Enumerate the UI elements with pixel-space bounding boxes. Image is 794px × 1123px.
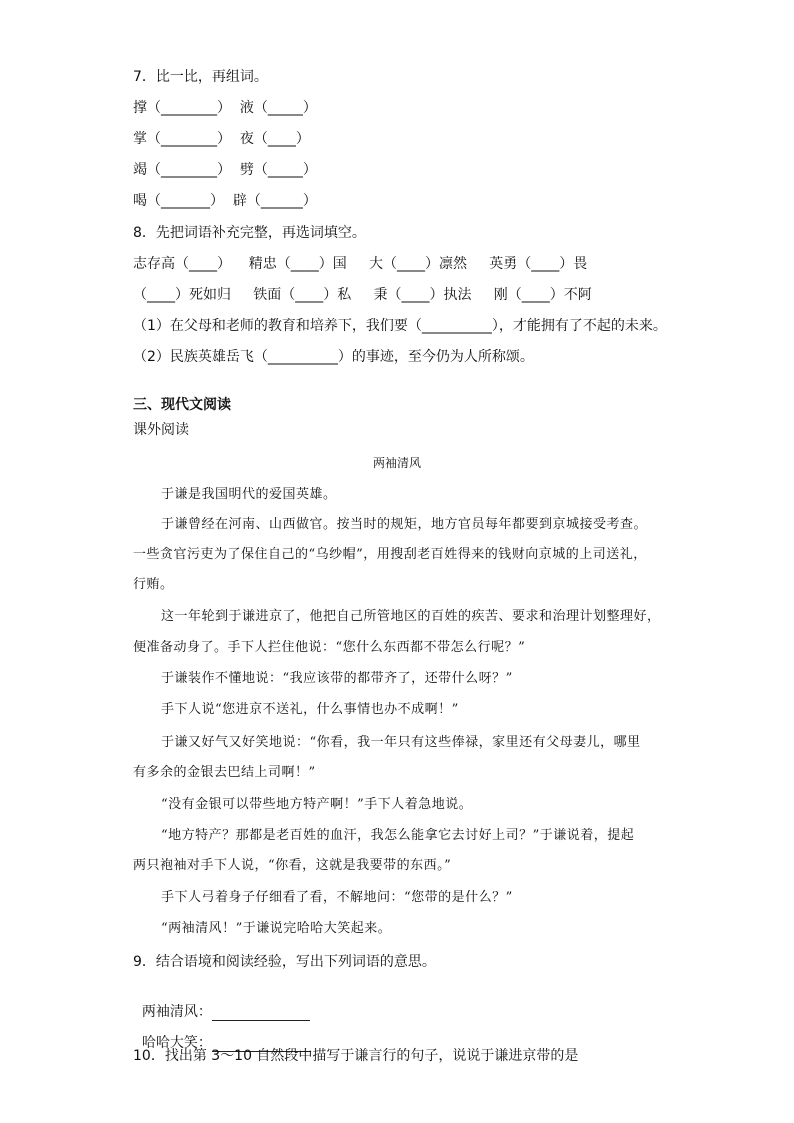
passage-line: “两袖清风！”于谦说完哈哈大笑起来。 — [161, 921, 392, 936]
passage-line: 于谦是我国明代的爱国英雄。 — [161, 487, 337, 502]
q7-row-2: 掌（________） 夜（____） — [133, 131, 310, 147]
passage-line: “地方特产？那都是老百姓的血汗，我怎么能拿它去讨好上司？”于谦说着，提起 — [161, 828, 635, 843]
passage-line: 便准备动身了。手下人拦住他说：“您什么东西都不带怎么行呢？” — [133, 640, 526, 655]
passage-line: 这一年轮到于谦进京了，他把自己所管地区的百姓的疾苦、要求和治理计划整理好， — [161, 609, 661, 624]
passage-line: 于谦装作不懂地说：“我应该带的都带齐了，还带什么呀？” — [161, 671, 513, 686]
q7-row-3: 竭（________） 劈（_____） — [133, 162, 317, 178]
section-heading: 三、现代文阅读 — [133, 397, 231, 413]
passage-line: 于谦曾经在河南、山西做官。按当时的规矩，地方官员每年都要到京城接受考查。 — [161, 517, 648, 532]
q10-title: 10．找出第 3～10 自然段中描写于谦言行的句子，说说于谦进京带的是 — [133, 1048, 579, 1064]
passage-line: 两只袍袖对手下人说，“你看，这就是我要带的东西。” — [133, 858, 452, 873]
q9-item-2-label: 哈哈大笑： — [141, 1035, 212, 1051]
passage-line: 一些贪官污吏为了保住自己的“乌纱帽”，用搜刮老百姓得来的钱财向京城的上司送礼， — [133, 547, 647, 562]
q8-idioms-line-2: （____）死如归 铁面（____）私 秉（____）执法 刚（____）不阿 — [133, 287, 592, 303]
q8-sentence-1: （1）在父母和老师的教育和培养下，我们要（__________），才能拥有了不起的未来。 — [133, 318, 667, 334]
q7-row-4: 喝（_______） 辟（______） — [133, 193, 317, 209]
q8-sentence-2: （2）民族英雄岳飞（__________）的事迹，至今仍为人所称颂。 — [133, 349, 534, 365]
section-subheading: 课外阅读 — [133, 422, 189, 438]
q8-idioms-line-1: 志存高（____） 精忠（____）国 大（____）凛然 英勇（____）畏 — [133, 256, 588, 272]
passage-line: 有多余的金银去巴结上司啊！” — [133, 765, 316, 780]
q7-row-1: 撑（________） 液（_____） — [133, 100, 317, 116]
q9-title: 9．结合语境和阅读经验，写出下列词语的意思。 — [133, 954, 436, 970]
passage-line: 手下人说“您进京不送礼，什么事情也办不成啊！” — [161, 702, 459, 717]
q7-title: 7．比一比，再组词。 — [133, 69, 268, 85]
q8-title: 8．先把词语补充完整，再选词填空。 — [133, 225, 366, 241]
passage-line: 手下人弓着身子仔细看了看，不解地问：“您带的是什么？” — [161, 890, 513, 905]
passage-line: 行贿。 — [133, 577, 174, 592]
passage-line: 于谦又好气又好笑地说：“你看，我一年只有这些俸禄，家里还有父母妻儿，哪里 — [161, 735, 641, 750]
passage-line: “没有金银可以带些地方特产啊！”手下人着急地说。 — [161, 797, 473, 812]
q9-item-1-label: 两袖清风： — [141, 1004, 212, 1020]
passage-title: 两袖清风 — [372, 456, 421, 470]
